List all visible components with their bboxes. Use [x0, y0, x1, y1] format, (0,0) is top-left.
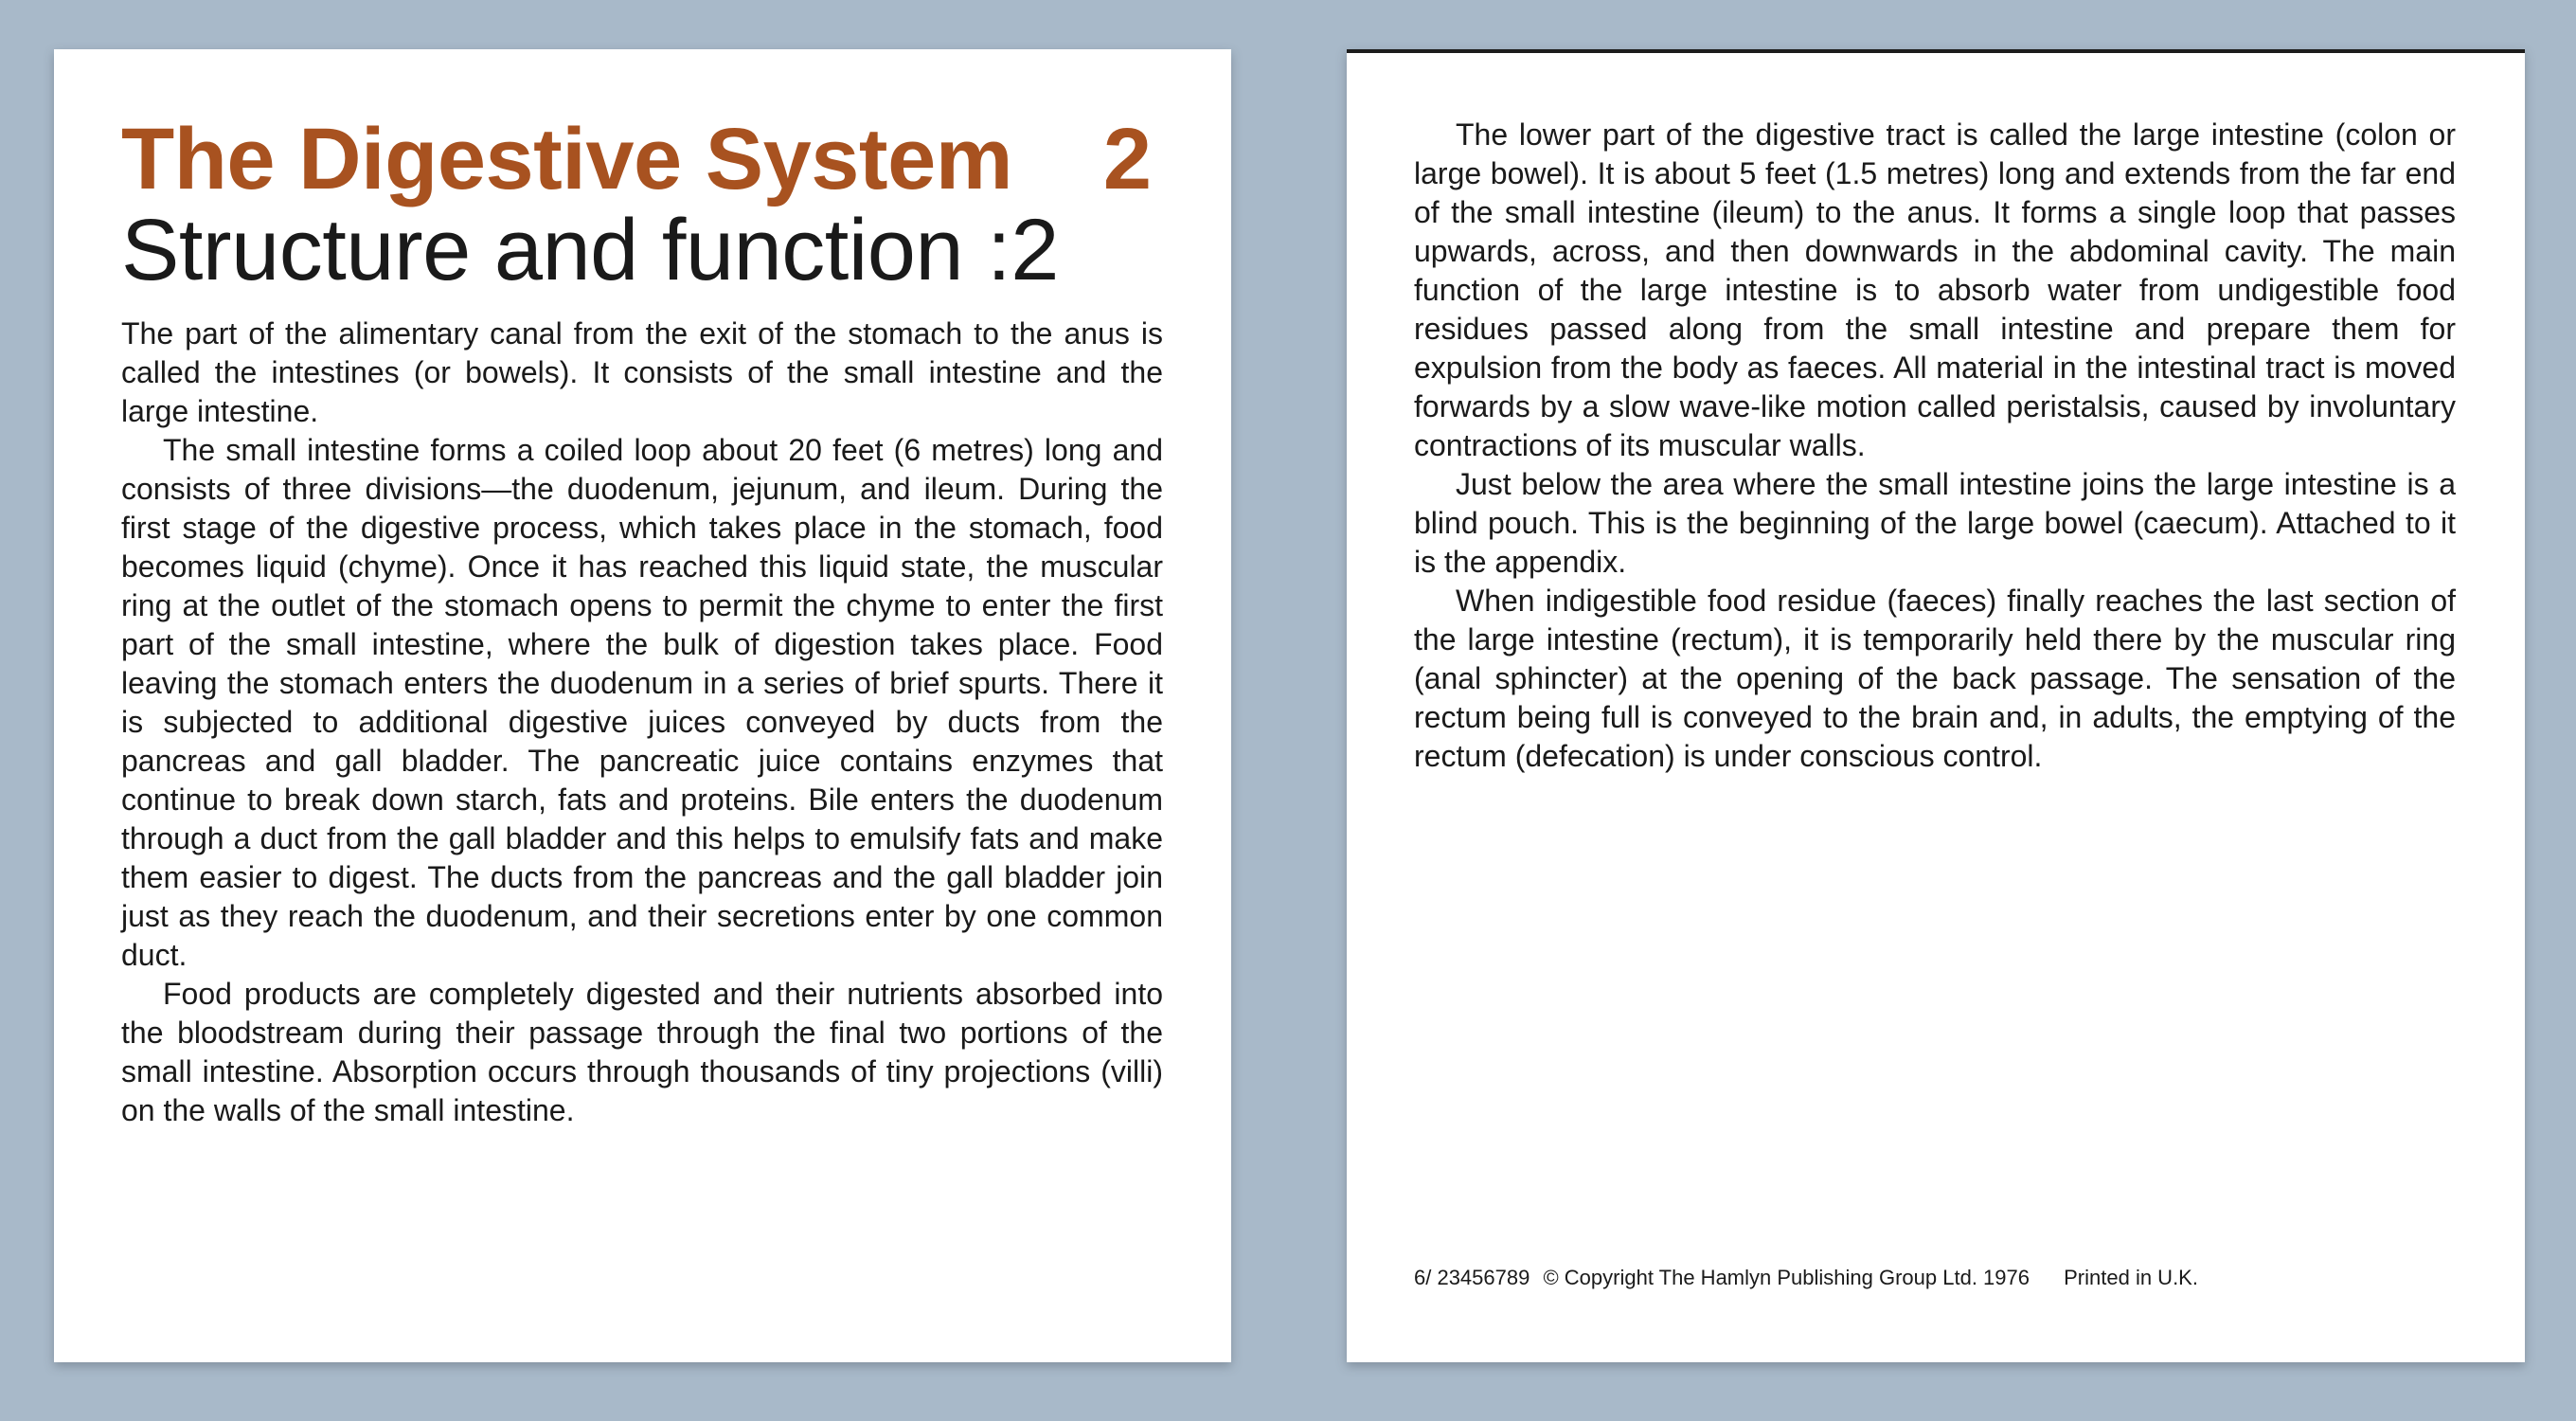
footer-code: 6/ 23456789	[1414, 1266, 1530, 1289]
footer-printed: Printed in U.K.	[2064, 1266, 2198, 1289]
card-back-content	[1414, 116, 2456, 776]
front-body-text	[121, 315, 1163, 1130]
front-paragraph-1: The part of the alimentary canal from the exit of the stomach to the anus is called the intestines (or bowels). It consists of the small intestine and the large intestine.	[121, 316, 1163, 428]
back-body-text	[1414, 116, 2456, 776]
footer-copyright: © Copyright The Hamlyn Publishing Group Ltd. 1976	[1543, 1266, 2030, 1289]
title-row	[121, 111, 1163, 207]
card-back	[1347, 49, 2525, 1362]
back-paragraph-1: The lower part of the digestive tract is called the large intestine (colon or large bowel). It is about 5 feet (1.5 metres) long and extends from the far end of the small intestine (ileum) to the anus. It forms a single loop that passes upwards, across, and then downwards in the abdominal cavity. The main function of the large intestine is to absorb water from undigestible food residues passed along from the small intestine and prepare them for expulsion from the body as faeces. All material in the intestinal tract is moved forwards by a slow wave-like motion called peristalsis, caused by involuntary contractions of its muscular walls.	[1414, 117, 2456, 462]
card-title: The Digestive System	[121, 111, 1013, 207]
card-number: 2	[1102, 111, 1152, 207]
card-footer	[1414, 1266, 2206, 1290]
back-paragraph-3: When indigestible food residue (faeces) finally reaches the last section of the large intestine (rectum), it is temporarily held there by the muscular ring (anal sphincter) at the opening of the back passage. The sensation of the rectum being full is conveyed to the brain and, in adults, the emptying of the rectum (defecation) is under conscious control.	[1414, 584, 2456, 773]
card-front	[54, 49, 1231, 1362]
back-paragraph-2: Just below the area where the small intestine joins the large intestine is a blind pouch. This is the beginning of the large bowel (caecum). Attached to it is the appendix.	[1414, 467, 2456, 579]
card-front-content	[121, 111, 1223, 1130]
front-paragraph-3: Food products are completely digested and their nutrients absorbed into the bloodstream during their passage through the final two portions of the small intestine. Absorption occurs through thousands of tiny projections (villi) on the walls of the small intestine.	[121, 977, 1163, 1127]
card-subtitle: Structure and function :2	[121, 202, 1059, 298]
front-paragraph-2: The small intestine forms a coiled loop about 20 feet (6 metres) long and consists of three divisions—the duodenum, jejunum, and ileum. During the first stage of the digestive process, which takes place in the stomach, food becomes liquid (chyme). Once it has reached this liquid state, the muscular ring at the outlet of the stomach opens to permit the chyme to enter the first part of the small intestine, where the bulk of digestion takes place. Food leaving the stomach enters the duodenum in a series of brief spurts. There it is subjected to additional digestive juices conveyed by ducts from the pancreas and gall bladder. The pancreatic juice contains enzymes that continue to break down starch, fats and proteins. Bile enters the duodenum through a duct from the gall bladder and this helps to emulsify fats and make them easier to digest. The ducts from the pancreas and the gall bladder join just as they reach the duodenum, and their secretions enter by one common duct.	[121, 433, 1163, 972]
